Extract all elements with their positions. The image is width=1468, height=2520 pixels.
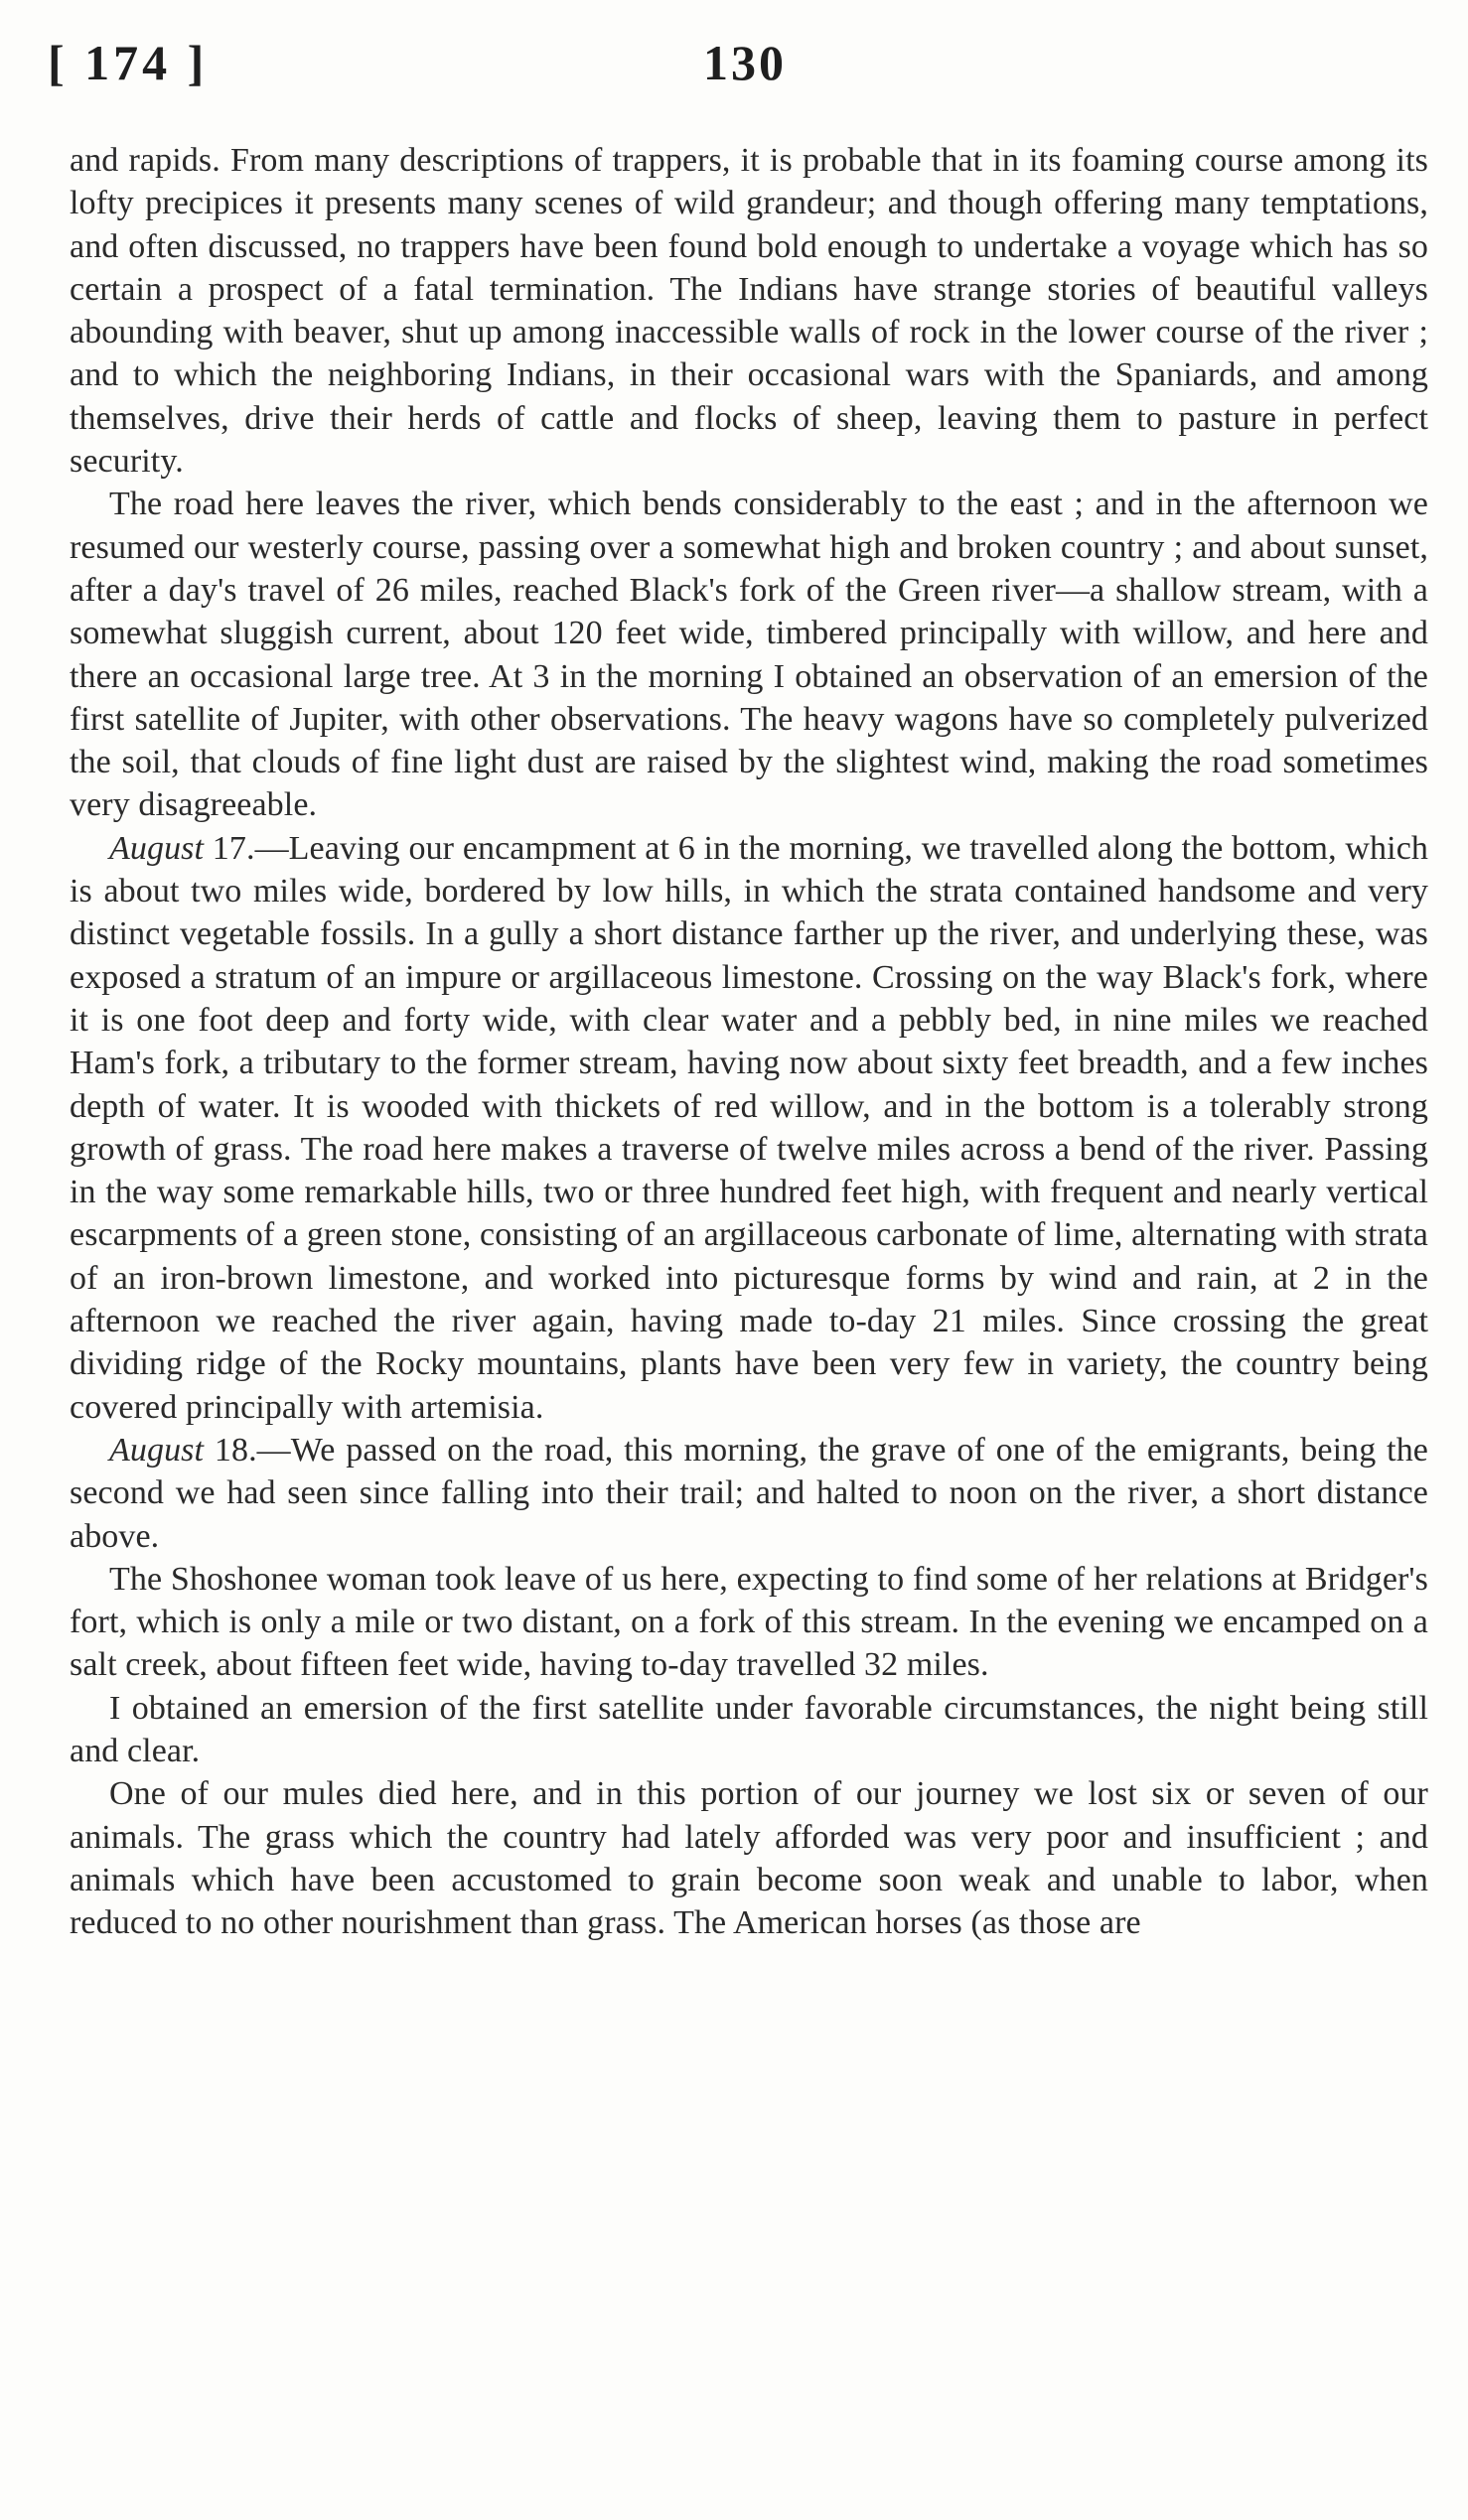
- paragraph-shoshonee: [70, 1558, 1428, 1687]
- paragraph-text: The Shoshonee woman took leave of us here, expecting to find some of her relations at Bridger's fort, which is only a mile or two distant, on a fork of this stream. In the evening we encamped on a salt creek, about fifteen feet wide, having to-day travelled 32 miles.: [70, 1560, 1428, 1684]
- entry-date: August: [109, 1431, 205, 1469]
- page-header: [48, 34, 1438, 113]
- paragraph-august-18: [70, 1429, 1428, 1558]
- entry-date: August: [109, 829, 205, 867]
- paragraph-road: [70, 483, 1428, 826]
- paragraph-august-17: [70, 827, 1428, 1429]
- bracketed-page-number: [ 174 ]: [48, 35, 209, 90]
- paragraph-mules: [70, 1772, 1428, 1944]
- page-number: 130: [703, 35, 787, 90]
- paragraph-text: 17.—Leaving our encampment at 6 in the morning, we travelled along the bottom, which is about two miles wide, bordered by low hills, in which the strata contained handsome and very distinct vegetable fossils. In a gully a short distance farther up the river, and underlying these, was exposed a stratum of an impure or argillaceous limestone. Crossing on the way Black's fork, where it is one foot deep and forty wide, with clear water and a pebbly bed, in nine miles we reached Ham's fork, a tributary to the former stream, having now about sixty feet breadth, and a few inches depth of water. It is wooded with thickets of red willow, and in the bottom is a tolerably strong growth of grass. The road here makes a traverse of twelve miles across a bend of the river. Passing in the way some remarkable hills, two or three hundred feet high, with frequent and nearly vertical escarpments of a green stone, consisting of an argillaceous carbonate of lime, alternating with strata of an iron-brown limestone, and worked into picturesque forms by wind and rain, at 2 in the afternoon we reached the river again, having made to-day 21 miles. Since crossing the great dividing ridge of the Rocky mountains, plants have been very few in variety, the country being covered principally with artemisia.: [70, 829, 1428, 1426]
- paragraph-text: 18.—We passed on the road, this morning, the grave of one of the emigrants, being the second we had seen since falling into their trail; and halted to noon on the river, a short distance above.: [70, 1431, 1428, 1555]
- paragraph-text: I obtained an emersion of the first satellite under favorable circumstances, the night being still and clear.: [70, 1689, 1428, 1769]
- paragraph-text: One of our mules died here, and in this portion of our journey we lost six or seven of our animals. The grass which the country had lately afforded was very poor and insufficient ; and animals which have been accustomed to grain become soon weak and unable to labor, when reduced to no other nourishment than grass. The American horses (as those are: [70, 1775, 1428, 1942]
- paragraph-continuation: [70, 139, 1428, 483]
- body-text: [70, 139, 1428, 1944]
- paragraph-text: and rapids. From many descriptions of trappers, it is probable that in its foaming course among its lofty precipices it presents many scenes of wild grandeur; and though offering many temptations, and often discussed, no trappers have been found bold enough to undertake a voyage which has so certain a prospect of a fatal termination. The Indians have strange stories of beautiful valleys abounding with beaver, shut up among inaccessible walls of rock in the lower course of the river ; and to which the neighboring Indians, in their occasional wars with the Spaniards, and among themselves, drive their herds of cattle and flocks of sheep, leaving them to pasture in perfect security.: [70, 142, 1428, 481]
- paragraph-text: The road here leaves the river, which bends considerably to the east ; and in the afternoon we resumed our westerly course, passing over a somewhat high and broken country ; and about sunset, after a day's travel of 26 miles, reached Black's fork of the Green river—a shallow stream, with a somewhat sluggish current, about 120 feet wide, timbered principally with willow, and here and there an occasional large tree. At 3 in the morning I obtained an observation of an emersion of the first satellite of Jupiter, with other observations. The heavy wagons have so completely pulverized the soil, that clouds of fine light dust are raised by the slightest wind, making the road sometimes very disagreeable.: [70, 486, 1428, 824]
- paragraph-emersion: [70, 1687, 1428, 1773]
